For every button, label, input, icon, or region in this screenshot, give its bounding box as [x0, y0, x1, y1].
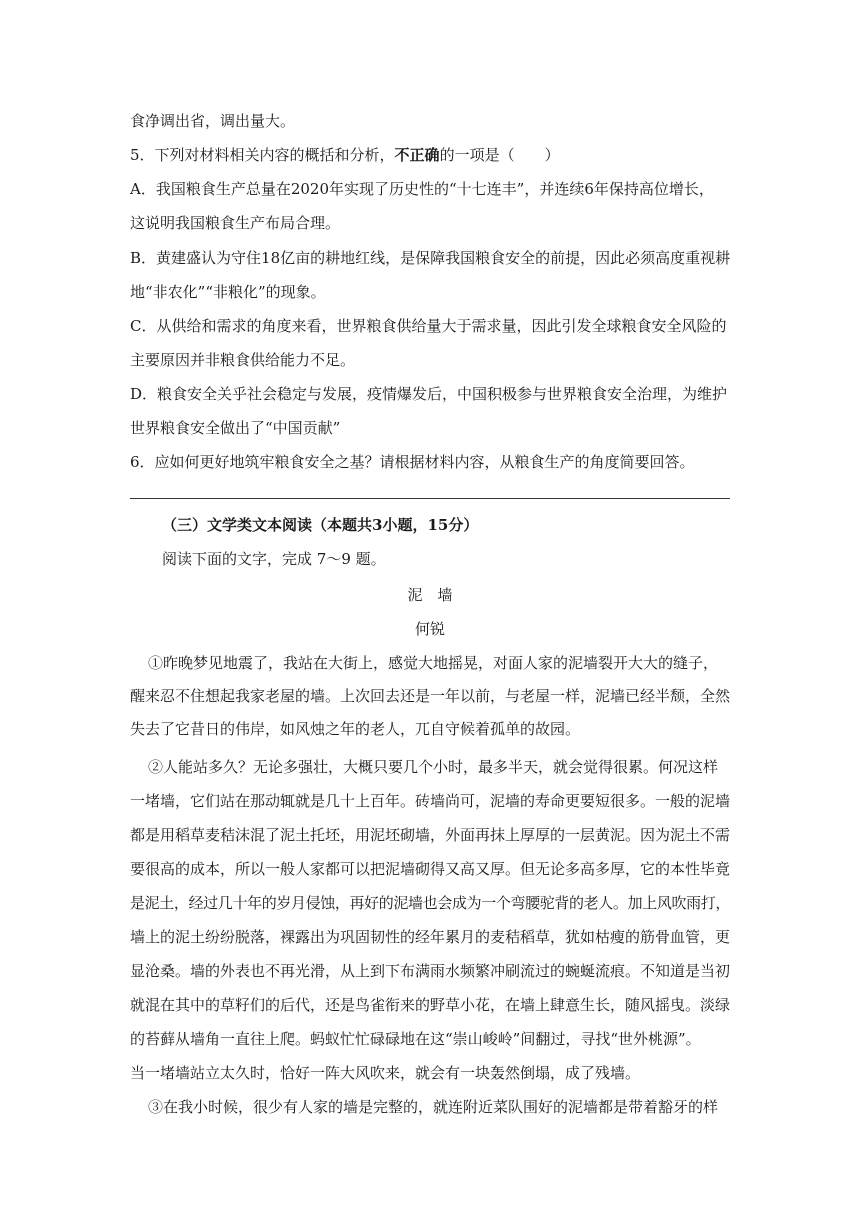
paragraph-2-line-9: 的苔藓从墙角一直往上爬。蚂蚁忙忙碌碌地在这“崇山峻岭”间翻过，寻找“世外桃源”。	[130, 1030, 701, 1048]
option-c-line-2: 主要原因并非粮食供给能力不足。	[130, 351, 356, 369]
section-divider	[130, 498, 730, 499]
paragraph-2-line-2: 一堵墙，它们站在那动辄就是几十上百年。砖墙尚可，泥墙的寿命更要短很多。一般的泥墙	[130, 792, 731, 810]
paragraph-1-line-3: 失去了它昔日的伟岸，如风烛之年的老人，兀自守候着孤单的故园。	[130, 720, 581, 738]
paragraph-2-line-3: 都是用稻草麦秸沫混了泥土托坯，用泥坯砌墙，外面再抹上厚厚的一层黄泥。因为泥土不需	[130, 826, 731, 844]
article-title: 泥 墙	[407, 586, 453, 604]
option-d-line-2: 世界粮食安全做出了“中国贡献”	[130, 419, 341, 437]
paragraph-2-line-5: 是泥土，经过几十年的岁月侵蚀，再好的泥墙也会成为一个弯腰驼背的老人。加上风吹雨打，	[130, 894, 731, 912]
option-a-line-1: A．我国粮食生产总量在2020年实现了历史性的“十七连丰”，并连续6年保持高位增长，	[130, 180, 714, 198]
paragraph-2-line-6: 墙上的泥土纷纷脱落，裸露出为巩固韧性的经年累月的麦秸稻草，犹如枯瘦的筋骨血管，更	[130, 928, 731, 946]
paragraph-1-line-2: 醒来忍不住想起我家老屋的墙。上次回去还是一年以前，与老屋一样，泥墙已经半颓，全然	[130, 687, 731, 705]
option-b-line-2: 地“非农化”“非粮化”的现象。	[130, 283, 326, 301]
paragraph-2-line-7: 显沧桑。墙的外表也不再光滑，从上到下布满雨水频繁冲刷流过的蜿蜒流痕。不知道是当初	[130, 962, 731, 980]
paragraph-2-line-4: 要很高的成本，所以一般人家都可以把泥墙砌得又高又厚。但无论多高多厚，它的本性毕竟	[130, 860, 731, 878]
article-author: 何锐	[414, 620, 445, 638]
question-5-stem-after: 的一项是（ ）	[439, 146, 560, 164]
option-c-line-1: C．从供给和需求的角度来看，世界粮食供给量大于需求量，因此引发全球粮食安全风险的	[130, 317, 727, 335]
paragraph-2-line-10: 当一堵墙站立太久时，恰好一阵大风吹来，就会有一块轰然倒塌，成了残墙。	[130, 1064, 641, 1082]
option-a-line-2: 这说明我国粮食生产布局合理。	[130, 214, 341, 232]
paragraph-3-line-1: ③在我小时候，很少有人家的墙是完整的，就连附近菜队围好的泥墙都是带着豁牙的样	[148, 1098, 719, 1116]
question-5-stem	[130, 145, 730, 165]
option-d-line-1: D．粮食安全关乎社会稳定与发展，疫情爆发后，中国积极参与世界粮食安全治理，为维护	[130, 385, 728, 403]
paragraph-2-line-1: ②人能站多久？无论多强壮，大概只要几个小时，最多半天，就会觉得很累。何况这样	[148, 758, 719, 776]
question-5-stem-emphasis: 不正确	[394, 146, 440, 164]
paragraph-1-line-1: ①昨晚梦见地震了，我站在大街上，感觉大地摇晃，对面人家的泥墙裂开大大的缝子，	[148, 654, 719, 672]
section-3-instruction: 阅读下面的文字，完成 7～9 题。	[162, 550, 386, 568]
question-5-stem-before: 5．下列对材料相关内容的概括和分析，	[130, 146, 395, 164]
section-3-heading: （三）文学类文本阅读（本题共3小题，15分）	[162, 516, 479, 534]
question-6: 6．应如何更好地筑牢粮食安全之基？请根据材料内容，从粮食生产的角度简要回答。	[130, 453, 695, 471]
paragraph-2-line-8: 就混在其中的草籽们的后代，还是鸟雀衔来的野草小花，在墙上肆意生长，随风摇曳。淡绿	[130, 996, 731, 1014]
option-b-line-1: B．黄建盛认为守住18亿亩的耕地红线，是保障我国粮食安全的前提，因此必须高度重视耕	[130, 249, 731, 267]
material-line: 食净调出省，调出量大。	[130, 112, 296, 130]
